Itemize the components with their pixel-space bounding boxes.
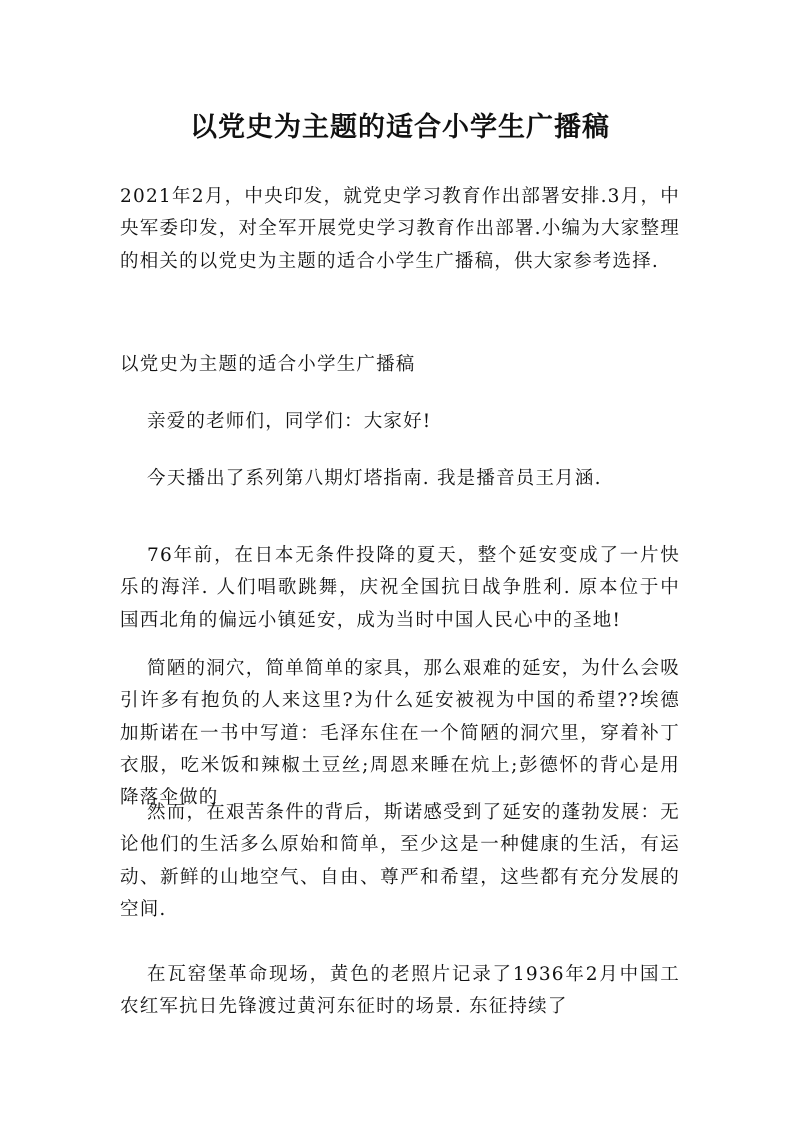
broadcast-intro-paragraph: 今天播出了系列第八期灯塔指南. 我是播音员王月涵. bbox=[147, 468, 602, 489]
wayaobao-paragraph: 在瓦窑堡革命现场，黄色的老照片记录了1936年2月中国工农红军抗日先锋渡过黄河东征时的场景. 东征持续了 bbox=[120, 964, 680, 1018]
cave-life-paragraph: 简陋的洞穴，简单简单的家具，那么艰难的延安，为什么会吸引许多有抱负的人来这里?为什么延安被视为中国的希望??埃德加斯诺在一书中写道：毛泽东住在一个简陋的洞穴里，穿着补丁衣服，吃米饭和辣椒土豆丝;周恩来睡在炕上;彭德怀的背心是用降落伞做的 bbox=[120, 658, 680, 809]
snow-observation-paragraph: 然而，在艰苦条件的背后，斯诺感受到了延安的蓬勃发展：无论他们的生活多么原始和简单，至少这是一种健康的生活，有运动、新鲜的山地空气、自由、尊严和希望，这些都有充分发展的空间. bbox=[120, 802, 680, 920]
greeting-paragraph: 亲爱的老师们，同学们：大家好! bbox=[147, 411, 432, 432]
yanan-victory-paragraph: 76年前，在日本无条件投降的夏天，整个延安变成了一片快乐的海洋. 人们唱歌跳舞，庆祝全国抗日战争胜利. 原本位于中国西北角的偏远小镇延安，成为当时中国人民心中的圣地! bbox=[120, 545, 680, 631]
intro-paragraph: 2021年2月，中央印发，就党史学习教育作出部署安排.3月，中央军委印发，对全军开展党史学习教育作出部署.小编为大家整理的相关的以党史为主题的适合小学生广播稿，供大家参考选择. bbox=[120, 186, 680, 272]
section-title: 以党史为主题的适合小学生广播稿 bbox=[120, 354, 416, 375]
document-title: 以党史为主题的适合小学生广播稿 bbox=[190, 112, 610, 143]
